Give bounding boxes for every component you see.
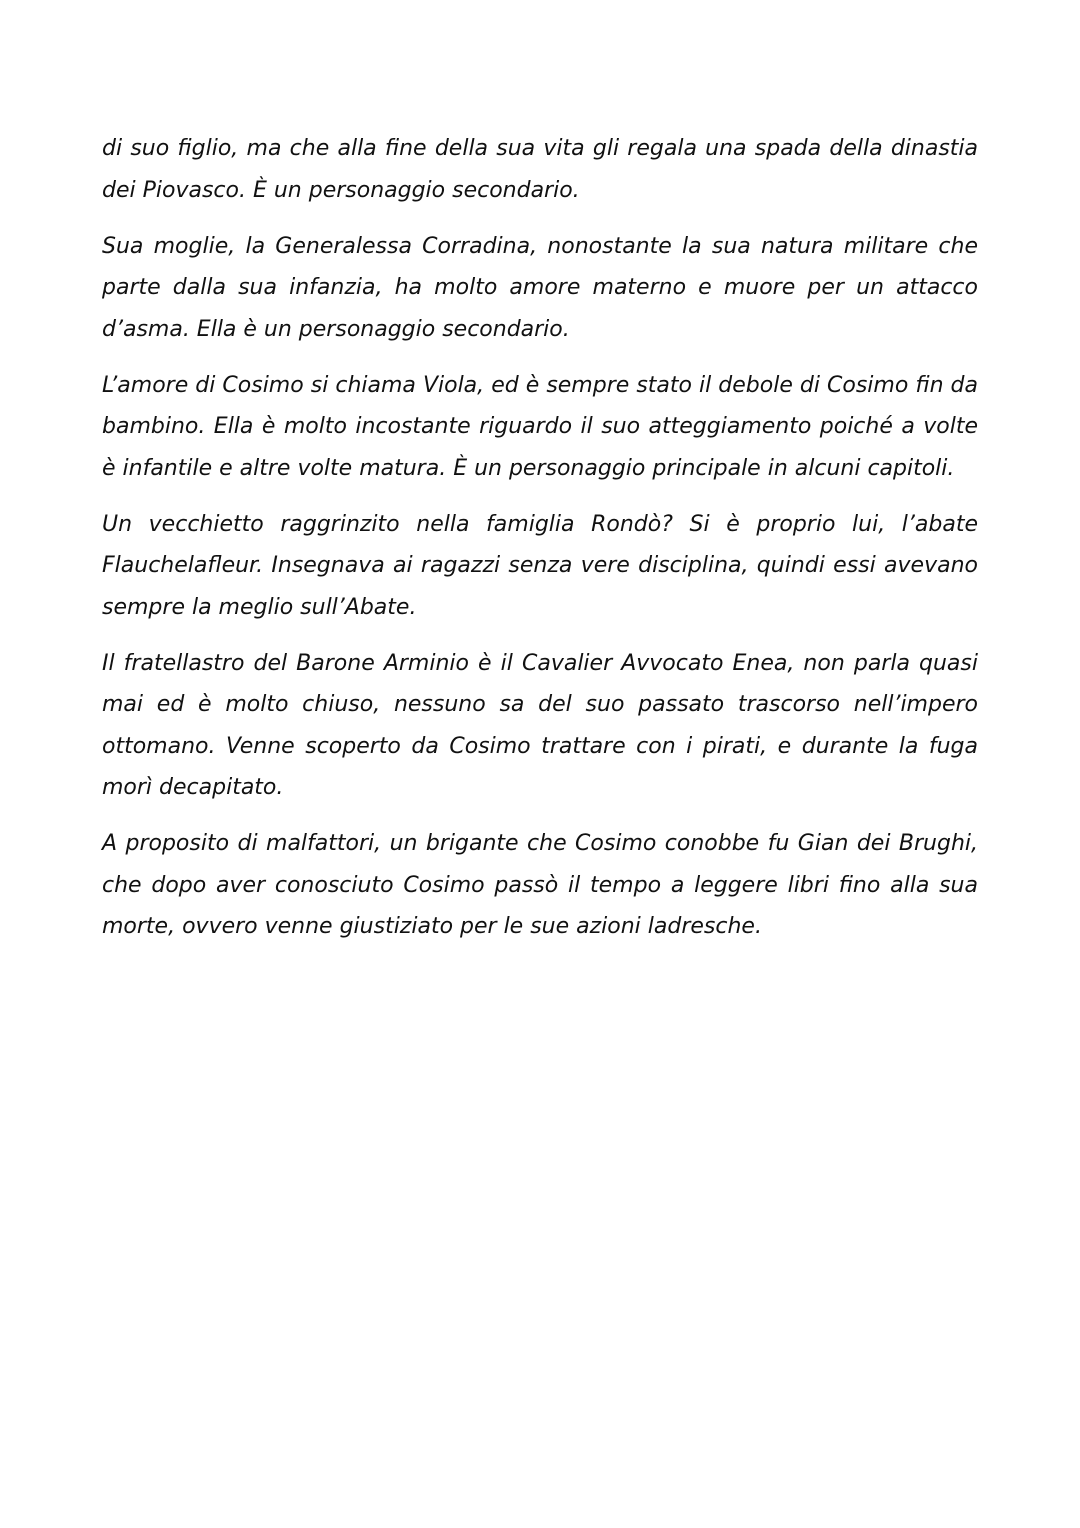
paragraph-viola: L’amore di Cosimo si chiama Viola, ed è sempre stato il debole di Cosimo fin da bambino. Ella è molto incostante riguardo il suo atteggiamento poiché a volte è infantile e altre volte matura. È un personaggio principale in alcuni capitoli. (102, 372, 978, 481)
paragraph-corradina: Sua moglie, la Generalessa Corradina, nonostante la sua natura militare che parte dalla sua infanzia, ha molto amore materno e muore per un attacco d’asma. Ella è un personaggio secondario. (102, 233, 978, 342)
paragraph-abate: Un vecchietto raggrinzito nella famiglia Rondò? Si è proprio lui, l’abate Flauchelafleur. Insegnava ai ragazzi senza vere disciplina, quindi essi avevano sempre la meglio sull’Abate. (102, 511, 978, 620)
document-body (102, 128, 978, 962)
paragraph-father: di suo figlio, ma che alla fine della sua vita gli regala una spada della dinastia dei Piovasco. È un personaggio secondario. (102, 136, 978, 203)
paragraph-gian-dei-brughi: A proposito di malfattori, un brigante che Cosimo conobbe fu Gian dei Brughi, che dopo aver conosciuto Cosimo passò il tempo a leggere libri fino alla sua morte, ovvero venne giustiziato per le sue azioni ladresche. (102, 831, 978, 939)
paragraph-enea: Il fratellastro del Barone Arminio è il Cavalier Avvocato Enea, non parla quasi mai ed è molto chiuso, nessuno sa del suo passato trascorso nell’impero ottomano. Venne scoperto da Cosimo trattare con i pirati, e durante la fuga morì decapitato. (102, 650, 978, 800)
